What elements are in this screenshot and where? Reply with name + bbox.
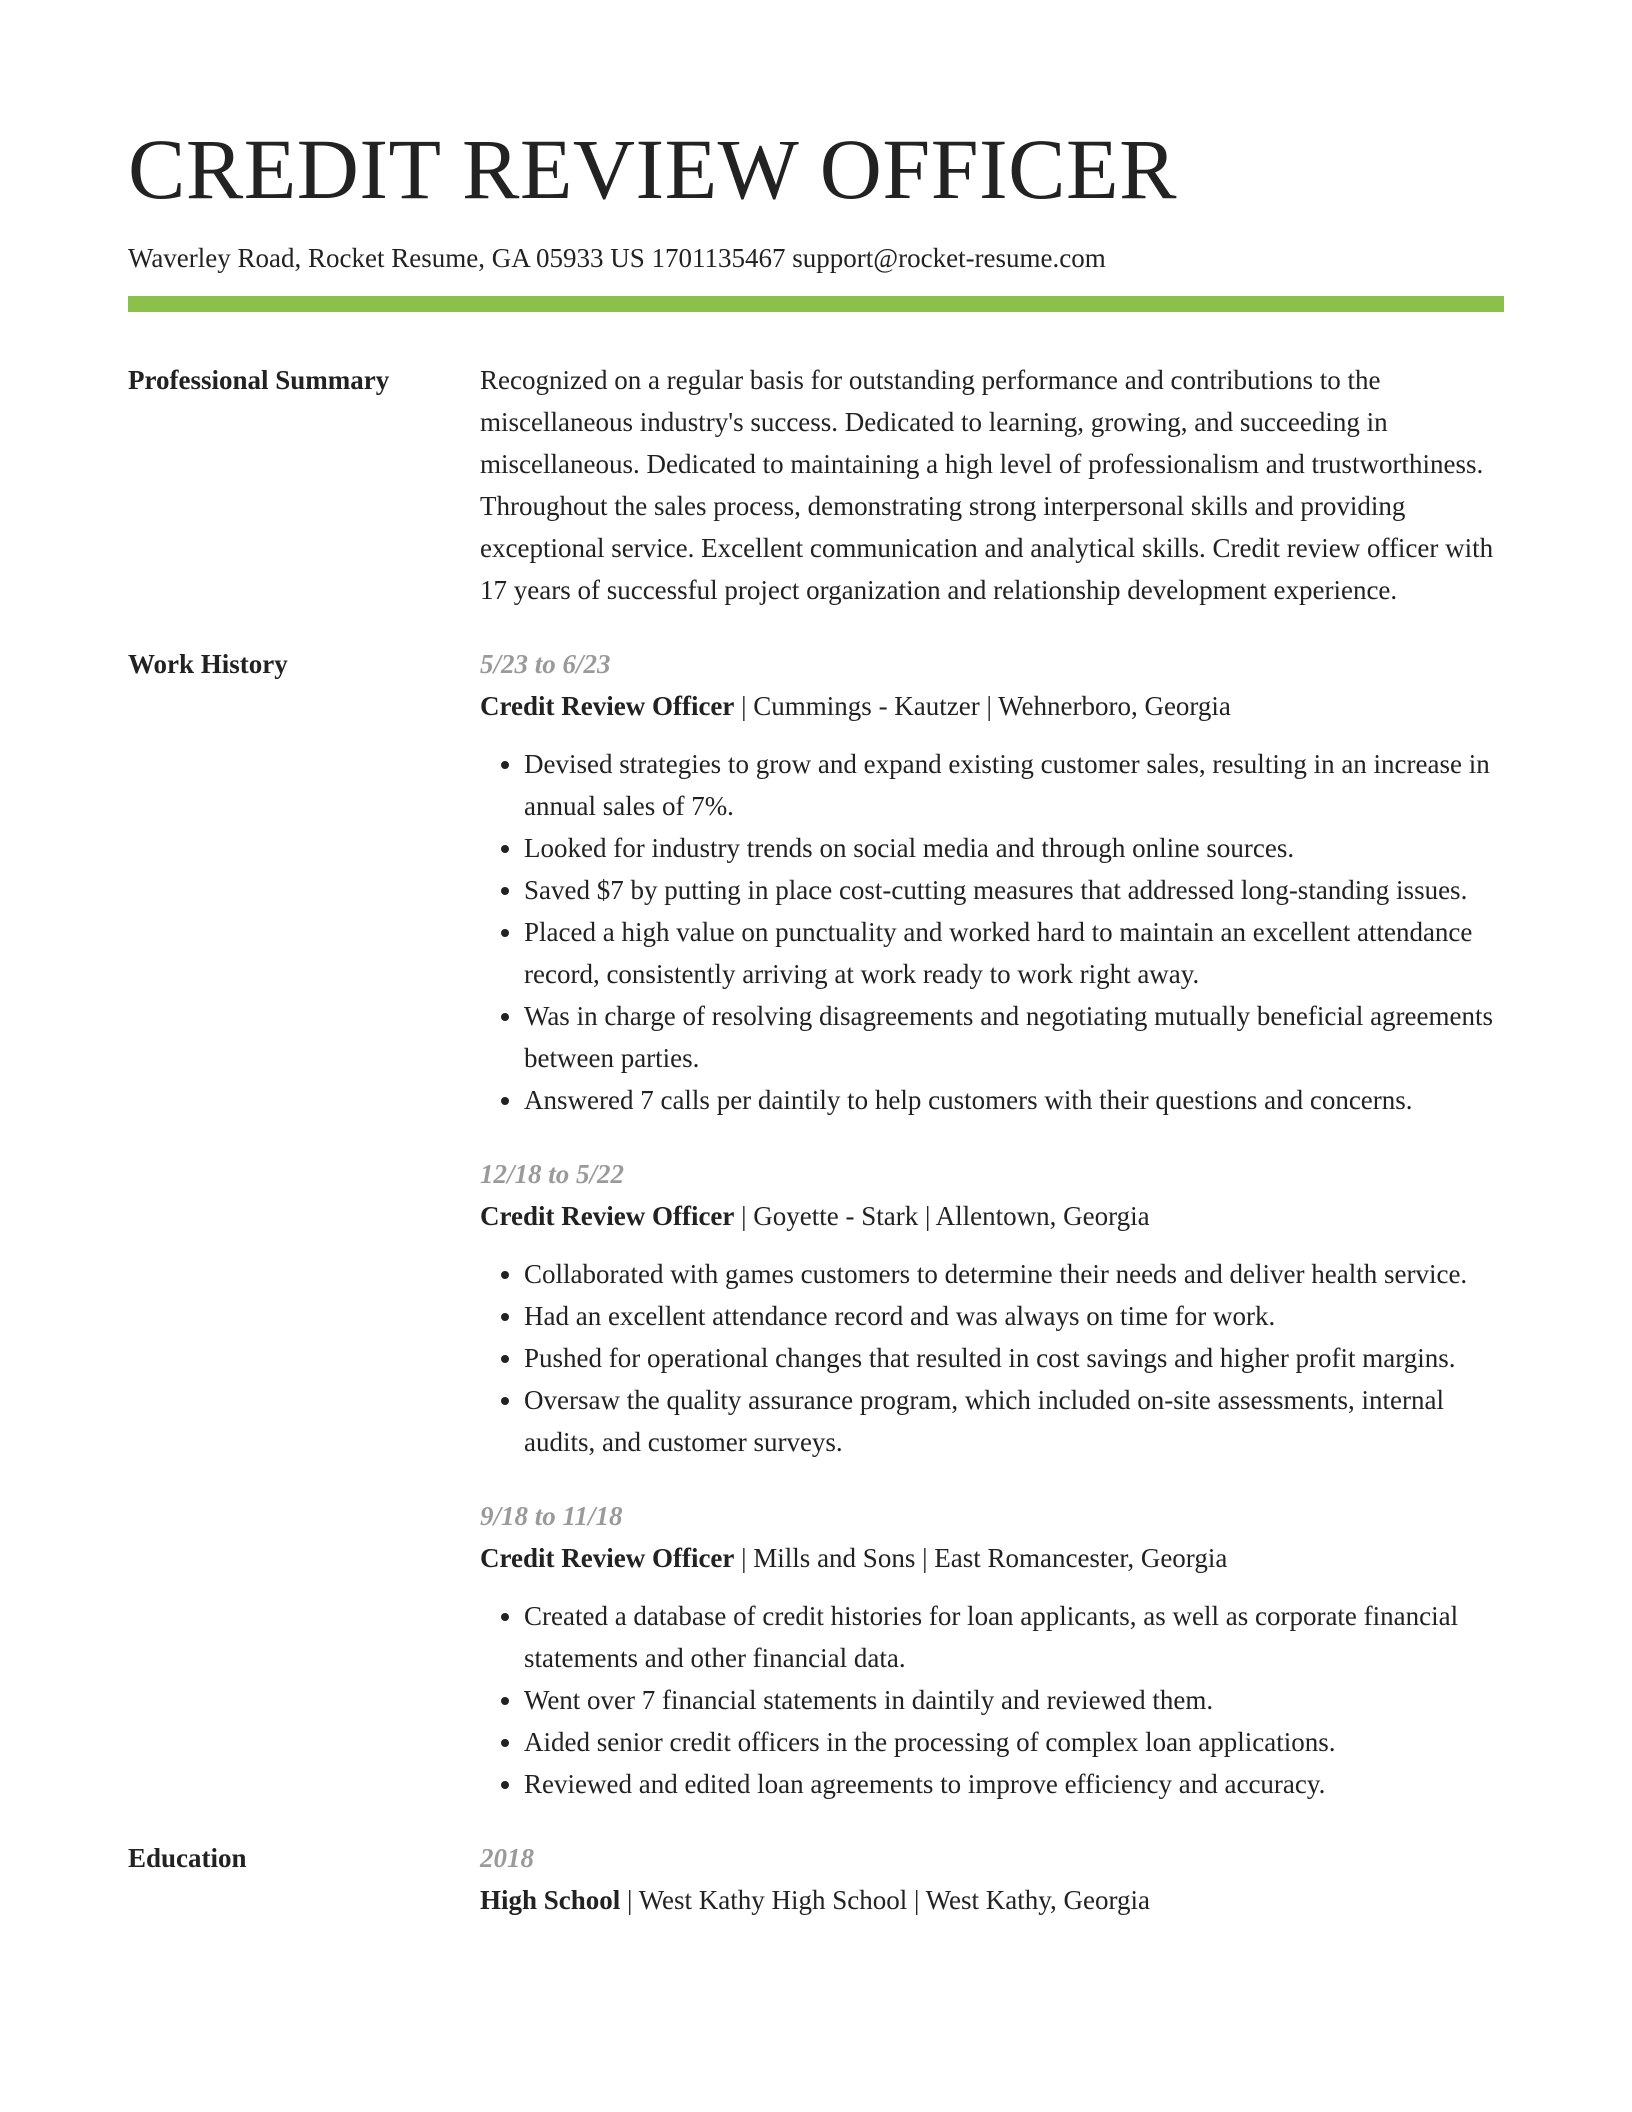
job-title: Credit Review Officer: [480, 1201, 735, 1232]
job-heading: [480, 1537, 1504, 1579]
contact-info: Waverley Road, Rocket Resume, GA 05933 US 1701135467 support@rocket-resume.com: [128, 243, 1106, 274]
accent-divider: [128, 296, 1504, 312]
bullet-item: • Oversaw the quality assurance program, which included on-site assessments, internal audits, and customer surveys.: [524, 1379, 1504, 1463]
section-education: [128, 1837, 1504, 1921]
bullet-item: • Pushed for operational changes that resulted in cost savings and higher profit margins.: [524, 1337, 1504, 1379]
education-date: 2018: [480, 1843, 534, 1874]
job-heading: [480, 1195, 1504, 1237]
bullet-item: • Devised strategies to grow and expand existing customer sales, resulting in an increase in annual sales of 7%.: [524, 743, 1504, 827]
bullet-item: • Created a database of credit histories for loan applicants, as well as corporate financial statements and other financial data.: [524, 1595, 1504, 1679]
resume-title: CREDIT REVIEW OFFICER: [128, 121, 1177, 217]
job-entry: [480, 1495, 1504, 1805]
job-dates: 12/18 to 5/22: [480, 1159, 625, 1190]
job-employer-location: | Goyette - Stark | Allentown, Georgia: [734, 1201, 1150, 1232]
bullet-item: • Collaborated with games customers to determine their needs and deliver health service.: [524, 1253, 1504, 1295]
resume-page: [128, 118, 1504, 1921]
job-dates: 9/18 to 11/18: [480, 1501, 623, 1532]
section-label-education: Education: [128, 1843, 247, 1874]
job-bullets: [480, 1595, 1504, 1805]
bullet-item: • Answered 7 calls per daintily to help customers with their questions and concerns.: [524, 1079, 1504, 1121]
education-list: [480, 1837, 1504, 1921]
job-title: Credit Review Officer: [480, 691, 735, 722]
bullet-item: • Reviewed and edited loan agreements to improve efficiency and accuracy.: [524, 1763, 1504, 1805]
bullet-item: • Was in charge of resolving disagreements and negotiating mutually beneficial agreements between parties.: [524, 995, 1504, 1079]
section-work-history: [128, 643, 1504, 1805]
job-entry: [480, 1153, 1504, 1463]
bullet-item: • Saved $7 by putting in place cost-cutting measures that addressed long-standing issues.: [524, 869, 1504, 911]
bullet-item: • Had an excellent attendance record and was always on time for work.: [524, 1295, 1504, 1337]
section-professional-summary: [128, 359, 1504, 611]
bullet-item: • Aided senior credit officers in the processing of complex loan applications.: [524, 1721, 1504, 1763]
education-heading: [480, 1879, 1504, 1921]
school-location: | West Kathy High School | West Kathy, Georgia: [620, 1885, 1150, 1916]
education-entry: [480, 1837, 1504, 1921]
section-label-work-history: Work History: [128, 649, 288, 680]
job-entry: [480, 643, 1504, 1121]
job-heading: [480, 685, 1504, 727]
job-bullets: [480, 1253, 1504, 1463]
bullet-item: • Went over 7 financial statements in daintily and reviewed them.: [524, 1679, 1504, 1721]
section-label-summary: Professional Summary: [128, 365, 390, 396]
bullet-item: • Looked for industry trends on social media and through online sources.: [524, 827, 1504, 869]
job-dates: 5/23 to 6/23: [480, 649, 611, 680]
job-employer-location: | Cummings - Kautzer | Wehnerboro, Georgia: [734, 691, 1231, 722]
work-history-list: [480, 643, 1504, 1805]
job-bullets: [480, 743, 1504, 1121]
summary-text: Recognized on a regular basis for outstanding performance and contributions to the miscellaneous industry's success. Dedicated to learning, growing, and succeeding in miscellaneous. Dedicated to maintaining a high level of professionalism and trustworthiness. Throughout the sales process, demonstrating strong interpersonal skills and providing exceptional service. Excellent communication and analytical skills. Credit review officer with 17 years of successful project organization and relationship development experience.: [480, 365, 1494, 606]
job-employer-location: | Mills and Sons | East Romancester, Georgia: [734, 1543, 1228, 1574]
job-title: Credit Review Officer: [480, 1543, 735, 1574]
bullet-item: • Placed a high value on punctuality and worked hard to maintain an excellent attendance record, consistently arriving at work ready to work right away.: [524, 911, 1504, 995]
degree-title: High School: [480, 1885, 621, 1916]
